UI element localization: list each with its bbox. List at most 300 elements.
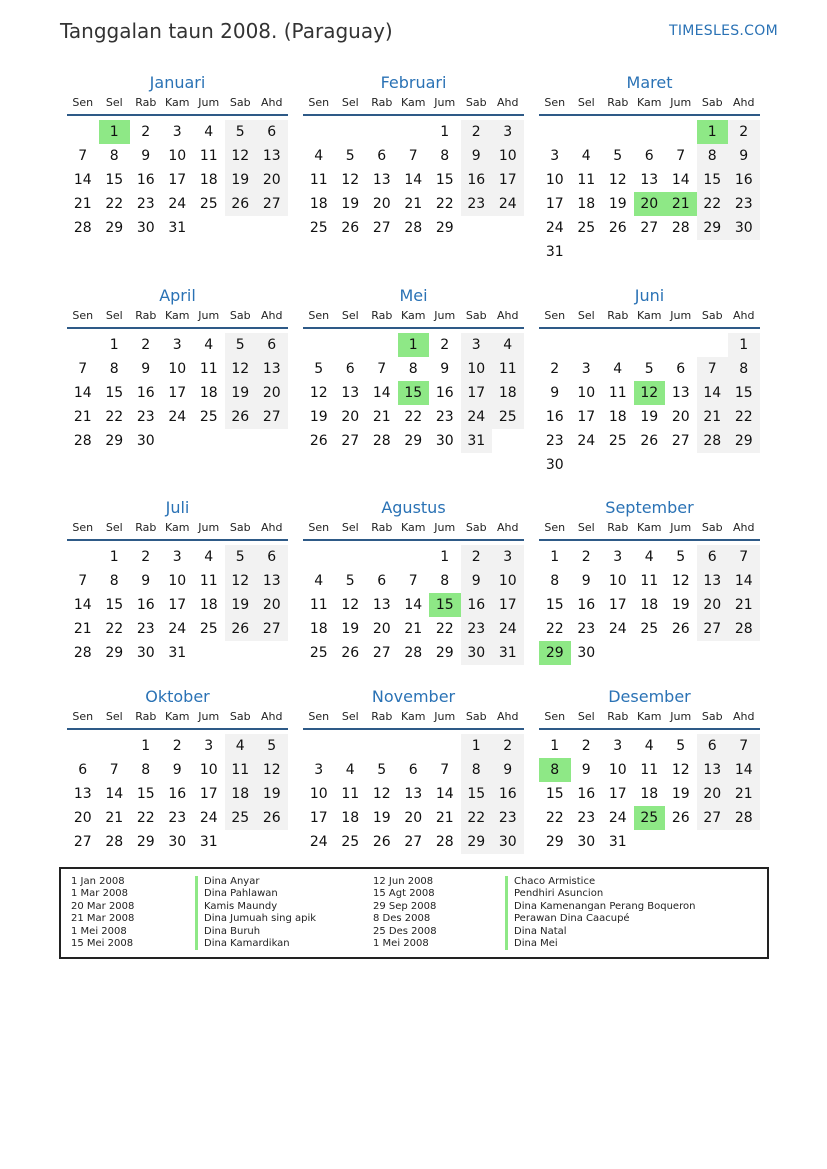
day-cell: 6 [256,545,288,569]
day-cell: 11 [640,573,659,589]
day-cell: 27 [404,834,423,850]
day-cell: 2 [141,337,151,353]
legend-dates-left [71,876,134,950]
day-cell: 25 [199,196,218,212]
day-cell: 12 [225,569,257,593]
day-cell: 2 [141,549,151,565]
day-cell: 8 [550,573,560,589]
legend-holiday-date: 1 Mei 2008 [71,925,127,937]
header-divider [539,539,760,541]
day-cell: 9 [461,144,493,168]
day-cell: 30 [168,834,187,850]
day-cell: 20 [697,782,729,806]
day-cell: 27 [256,192,288,216]
day-cell: 2 [581,549,591,565]
day-cell: 14 [105,786,124,802]
weekday-label: Rab [135,710,157,723]
day-cell: 27 [372,645,391,661]
day-cell: 27 [697,617,729,641]
day-cell: 18 [309,196,328,212]
day-cell: 10 [168,573,187,589]
weekday-header [303,309,524,327]
month-name: Agustus [381,498,446,517]
day-cell: 27 [640,220,659,236]
weekday-label: Jum [670,710,692,723]
day-cell: 2 [550,361,560,377]
day-cell: 30 [492,830,524,854]
day-cell: 1 [728,333,760,357]
weekday-label: Sel [105,96,123,109]
holiday-day-cell: 1 [99,120,131,144]
day-cell: 21 [728,782,760,806]
day-cell: 27 [697,806,729,830]
day-cell: 6 [78,762,88,778]
day-cell: 12 [309,385,328,401]
day-cell: 10 [199,762,218,778]
day-cell: 11 [577,172,596,188]
legend-holiday-name: Chaco Armistice [505,876,695,888]
day-cell: 20 [671,409,690,425]
day-cell: 24 [199,810,218,826]
day-cell: 17 [577,409,596,425]
weekday-label: Rab [371,309,393,322]
day-cell: 31 [199,834,218,850]
weekday-label: Kam [637,710,662,723]
weekday-label: Rab [135,521,157,534]
day-cell: 1 [461,734,493,758]
day-cell: 19 [372,810,391,826]
day-cell: 13 [671,385,690,401]
day-cell: 23 [545,433,564,449]
day-cell: 16 [577,786,596,802]
day-cell: 24 [608,810,627,826]
weekday-label: Sel [577,521,595,534]
weekday-label: Sab [229,96,251,109]
day-cell: 12 [372,786,391,802]
day-cell: 28 [728,617,760,641]
day-cell: 14 [697,381,729,405]
weekday-label: Kam [637,521,662,534]
day-cell: 12 [608,172,627,188]
legend-names-right [505,876,695,950]
day-cell: 28 [105,834,124,850]
day-cell: 26 [225,405,257,429]
day-cell: 7 [78,361,88,377]
day-cell: 5 [377,762,387,778]
day-cell: 12 [225,144,257,168]
day-cell: 15 [697,168,729,192]
day-cell: 29 [435,645,454,661]
day-cell: 19 [225,168,257,192]
day-cell: 25 [608,433,627,449]
weekday-label: Ahd [733,521,755,534]
weekday-label: Ahd [497,96,519,109]
brand-link[interactable]: TIMESLES.COM [669,23,778,39]
weekday-label: Jum [198,309,220,322]
day-cell: 7 [78,573,88,589]
day-cell: 7 [676,148,686,164]
legend-holiday-name: Dina Buruh [195,926,316,938]
day-cell: 1 [440,124,450,140]
day-cell: 19 [309,409,328,425]
holiday-day-cell: 8 [539,758,571,782]
day-cell: 26 [256,806,288,830]
weekday-header [539,309,760,327]
month-name: Februari [380,73,447,92]
day-cell: 14 [671,172,690,188]
legend-holiday-date: 21 Mar 2008 [71,913,135,925]
day-cell: 25 [199,409,218,425]
day-cell: 7 [78,148,88,164]
day-cell: 4 [345,762,355,778]
day-cell: 4 [204,337,214,353]
day-cell: 9 [141,361,151,377]
day-cell: 3 [613,549,623,565]
day-cell: 25 [199,621,218,637]
day-cell: 3 [314,762,324,778]
day-cell: 16 [461,168,493,192]
day-cell: 25 [341,834,360,850]
day-cell: 6 [644,148,654,164]
weekday-label: Sen [72,710,94,723]
weekday-label: Ahd [261,521,283,534]
month-name: Mei [399,286,428,305]
weekday-label: Sab [229,309,251,322]
day-cell: 7 [109,762,119,778]
weekday-label: Sel [341,710,359,723]
day-cell: 23 [136,621,155,637]
day-cell: 18 [608,409,627,425]
day-cell: 23 [168,810,187,826]
day-cell: 3 [172,549,182,565]
weekday-label: Rab [607,309,629,322]
day-cell: 21 [404,196,423,212]
day-cell: 29 [105,220,124,236]
weekday-label: Kam [165,710,190,723]
day-cell: 24 [168,196,187,212]
day-cell: 23 [728,192,760,216]
day-cell: 20 [256,593,288,617]
day-cell: 21 [728,593,760,617]
day-cell: 9 [141,148,151,164]
day-cell: 9 [728,144,760,168]
day-cell: 10 [492,144,524,168]
weekday-label: Sen [308,710,330,723]
day-cell: 9 [492,758,524,782]
day-cell: 31 [168,220,187,236]
day-cell: 18 [199,597,218,613]
day-cell: 24 [168,409,187,425]
day-cell: 8 [109,148,119,164]
weekday-label: Sen [308,309,330,322]
day-cell: 19 [225,593,257,617]
weekday-label: Sen [308,521,330,534]
day-cell: 10 [309,786,328,802]
day-cell: 30 [577,834,596,850]
weekday-label: Ahd [497,710,519,723]
legend-holiday-name: Dina Natal [505,926,695,938]
day-cell: 26 [640,433,659,449]
day-cell: 21 [372,409,391,425]
day-cell: 12 [341,597,360,613]
day-cell: 27 [256,617,288,641]
day-cell: 28 [435,834,454,850]
day-cell: 16 [545,409,564,425]
weekday-label: Ahd [497,521,519,534]
legend-holiday-date: 15 Agt 2008 [373,888,435,900]
month-name: Januari [149,73,206,92]
day-cell: 17 [309,810,328,826]
day-cell: 15 [136,786,155,802]
weekday-label: Ahd [733,710,755,723]
day-cell: 22 [435,621,454,637]
day-cell: 22 [545,810,564,826]
day-cell: 2 [141,124,151,140]
month-name: Oktober [145,687,210,706]
day-cell: 11 [199,148,218,164]
header-divider [539,728,760,730]
day-cell: 5 [314,361,324,377]
day-cell: 1 [550,738,560,754]
day-cell: 17 [461,381,493,405]
month-name: Maret [626,73,673,92]
day-cell: 24 [577,433,596,449]
day-cell: 2 [440,337,450,353]
day-cell: 16 [136,597,155,613]
day-cell: 5 [256,734,288,758]
day-cell: 20 [256,381,288,405]
day-cell: 28 [697,429,729,453]
day-cell: 13 [404,786,423,802]
weekday-label: Kam [401,309,426,322]
day-cell: 17 [608,597,627,613]
month-name: Desember [608,687,691,706]
day-cell: 26 [671,810,690,826]
day-cell: 31 [492,641,524,665]
day-cell: 6 [377,148,387,164]
day-cell: 4 [644,549,654,565]
day-cell: 4 [613,361,623,377]
day-cell: 14 [404,172,423,188]
day-cell: 26 [341,645,360,661]
day-cell: 7 [408,573,418,589]
day-cell: 5 [345,573,355,589]
day-cell: 23 [577,621,596,637]
day-cell: 28 [671,220,690,236]
day-cell: 27 [372,220,391,236]
day-cell: 18 [341,810,360,826]
legend-holiday-name: Dina Anyar [195,876,316,888]
day-cell: 10 [608,762,627,778]
holiday-day-cell: 1 [697,120,729,144]
day-cell: 13 [341,385,360,401]
day-cell: 26 [225,192,257,216]
day-cell: 23 [461,192,493,216]
weekday-label: Sel [577,710,595,723]
day-cell: 15 [545,786,564,802]
day-cell: 26 [225,617,257,641]
header-divider [67,728,288,730]
day-cell: 7 [697,357,729,381]
day-cell: 7 [728,545,760,569]
day-cell: 4 [492,333,524,357]
weekday-label: Sel [105,521,123,534]
holiday-day-cell: 15 [398,381,430,405]
weekday-label: Rab [607,521,629,534]
day-cell: 2 [728,120,760,144]
day-cell: 14 [435,786,454,802]
legend-holiday-name: Pendhiri Asuncion [505,888,695,900]
header-divider [303,539,524,541]
day-cell: 6 [697,545,729,569]
legend-holiday-date: 1 Mei 2008 [373,937,429,949]
holiday-day-cell: 1 [398,333,430,357]
weekday-header [303,96,524,114]
day-cell: 12 [256,758,288,782]
day-cell: 23 [461,617,493,641]
day-cell: 6 [256,120,288,144]
day-cell: 15 [461,782,493,806]
day-cell: 6 [676,361,686,377]
holiday-day-cell: 20 [634,192,666,216]
day-cell: 16 [461,593,493,617]
day-cell: 19 [341,621,360,637]
day-cell: 3 [172,337,182,353]
weekday-label: Jum [434,309,456,322]
weekday-label: Sen [72,521,94,534]
day-cell: 10 [577,385,596,401]
day-cell: 5 [644,361,654,377]
legend-holiday-date: 29 Sep 2008 [373,900,437,912]
day-cell: 28 [73,433,92,449]
day-cell: 11 [199,361,218,377]
day-cell: 26 [341,220,360,236]
day-cell: 3 [204,738,214,754]
weekday-label: Jum [434,521,456,534]
holiday-legend [59,867,769,959]
day-cell: 11 [309,597,328,613]
day-cell: 22 [404,409,423,425]
day-cell: 26 [372,834,391,850]
day-cell: 9 [581,573,591,589]
day-cell: 29 [136,834,155,850]
day-cell: 11 [199,573,218,589]
weekday-label: Jum [198,96,220,109]
legend-holiday-date: 1 Jan 2008 [71,876,125,887]
weekday-header [539,710,760,728]
day-cell: 29 [404,433,423,449]
weekday-label: Kam [165,521,190,534]
month-name: Juni [634,286,665,305]
day-cell: 17 [199,786,218,802]
day-cell: 8 [440,148,450,164]
day-cell: 7 [440,762,450,778]
weekday-label: Sel [105,309,123,322]
day-cell: 30 [435,433,454,449]
legend-dates-right [373,876,437,950]
weekday-header [303,710,524,728]
day-cell: 29 [105,645,124,661]
weekday-label: Kam [637,96,662,109]
day-cell: 20 [256,168,288,192]
legend-holiday-name: Dina Kamardikan [195,938,316,950]
day-cell: 4 [225,734,257,758]
day-cell: 30 [728,216,760,240]
day-cell: 5 [676,549,686,565]
day-cell: 16 [168,786,187,802]
day-cell: 15 [105,597,124,613]
day-cell: 4 [204,124,214,140]
day-cell: 1 [440,549,450,565]
weekday-label: Sen [544,521,566,534]
weekday-label: Ahd [261,96,283,109]
day-cell: 13 [372,172,391,188]
day-cell: 17 [492,168,524,192]
day-cell: 6 [408,762,418,778]
day-cell: 7 [728,734,760,758]
day-cell: 6 [377,573,387,589]
weekday-label: Sen [544,96,566,109]
day-cell: 20 [697,593,729,617]
day-cell: 24 [545,220,564,236]
day-cell: 10 [492,569,524,593]
day-cell: 13 [372,597,391,613]
day-cell: 16 [136,172,155,188]
day-cell: 11 [309,172,328,188]
weekday-label: Sel [577,309,595,322]
weekday-label: Sel [341,309,359,322]
day-cell: 16 [577,597,596,613]
day-cell: 18 [199,385,218,401]
day-cell: 24 [309,834,328,850]
header-divider [67,539,288,541]
weekday-label: Sab [701,96,723,109]
weekday-label: Sab [465,521,487,534]
weekday-header [67,710,288,728]
day-cell: 9 [440,361,450,377]
day-cell: 15 [545,597,564,613]
weekday-label: Sel [577,96,595,109]
day-cell: 21 [73,409,92,425]
day-cell: 8 [728,357,760,381]
legend-holiday-name: Kamis Maundy [195,901,316,913]
day-cell: 8 [109,573,119,589]
day-cell: 16 [728,168,760,192]
day-cell: 24 [492,192,524,216]
weekday-label: Rab [371,710,393,723]
day-cell: 11 [225,758,257,782]
weekday-label: Sab [465,710,487,723]
day-cell: 29 [461,830,493,854]
day-cell: 12 [341,172,360,188]
weekday-label: Sen [544,710,566,723]
day-cell: 3 [461,333,493,357]
weekday-label: Rab [607,710,629,723]
day-cell: 2 [581,738,591,754]
weekday-header [539,521,760,539]
day-cell: 26 [309,433,328,449]
weekday-label: Sen [544,309,566,322]
weekday-label: Kam [165,96,190,109]
weekday-label: Sel [341,521,359,534]
day-cell: 27 [256,405,288,429]
day-cell: 9 [461,569,493,593]
day-cell: 14 [728,569,760,593]
day-cell: 19 [256,782,288,806]
day-cell: 10 [168,361,187,377]
legend-holiday-name: Dina Jumuah sing apik [195,913,316,925]
weekday-label: Sel [105,710,123,723]
